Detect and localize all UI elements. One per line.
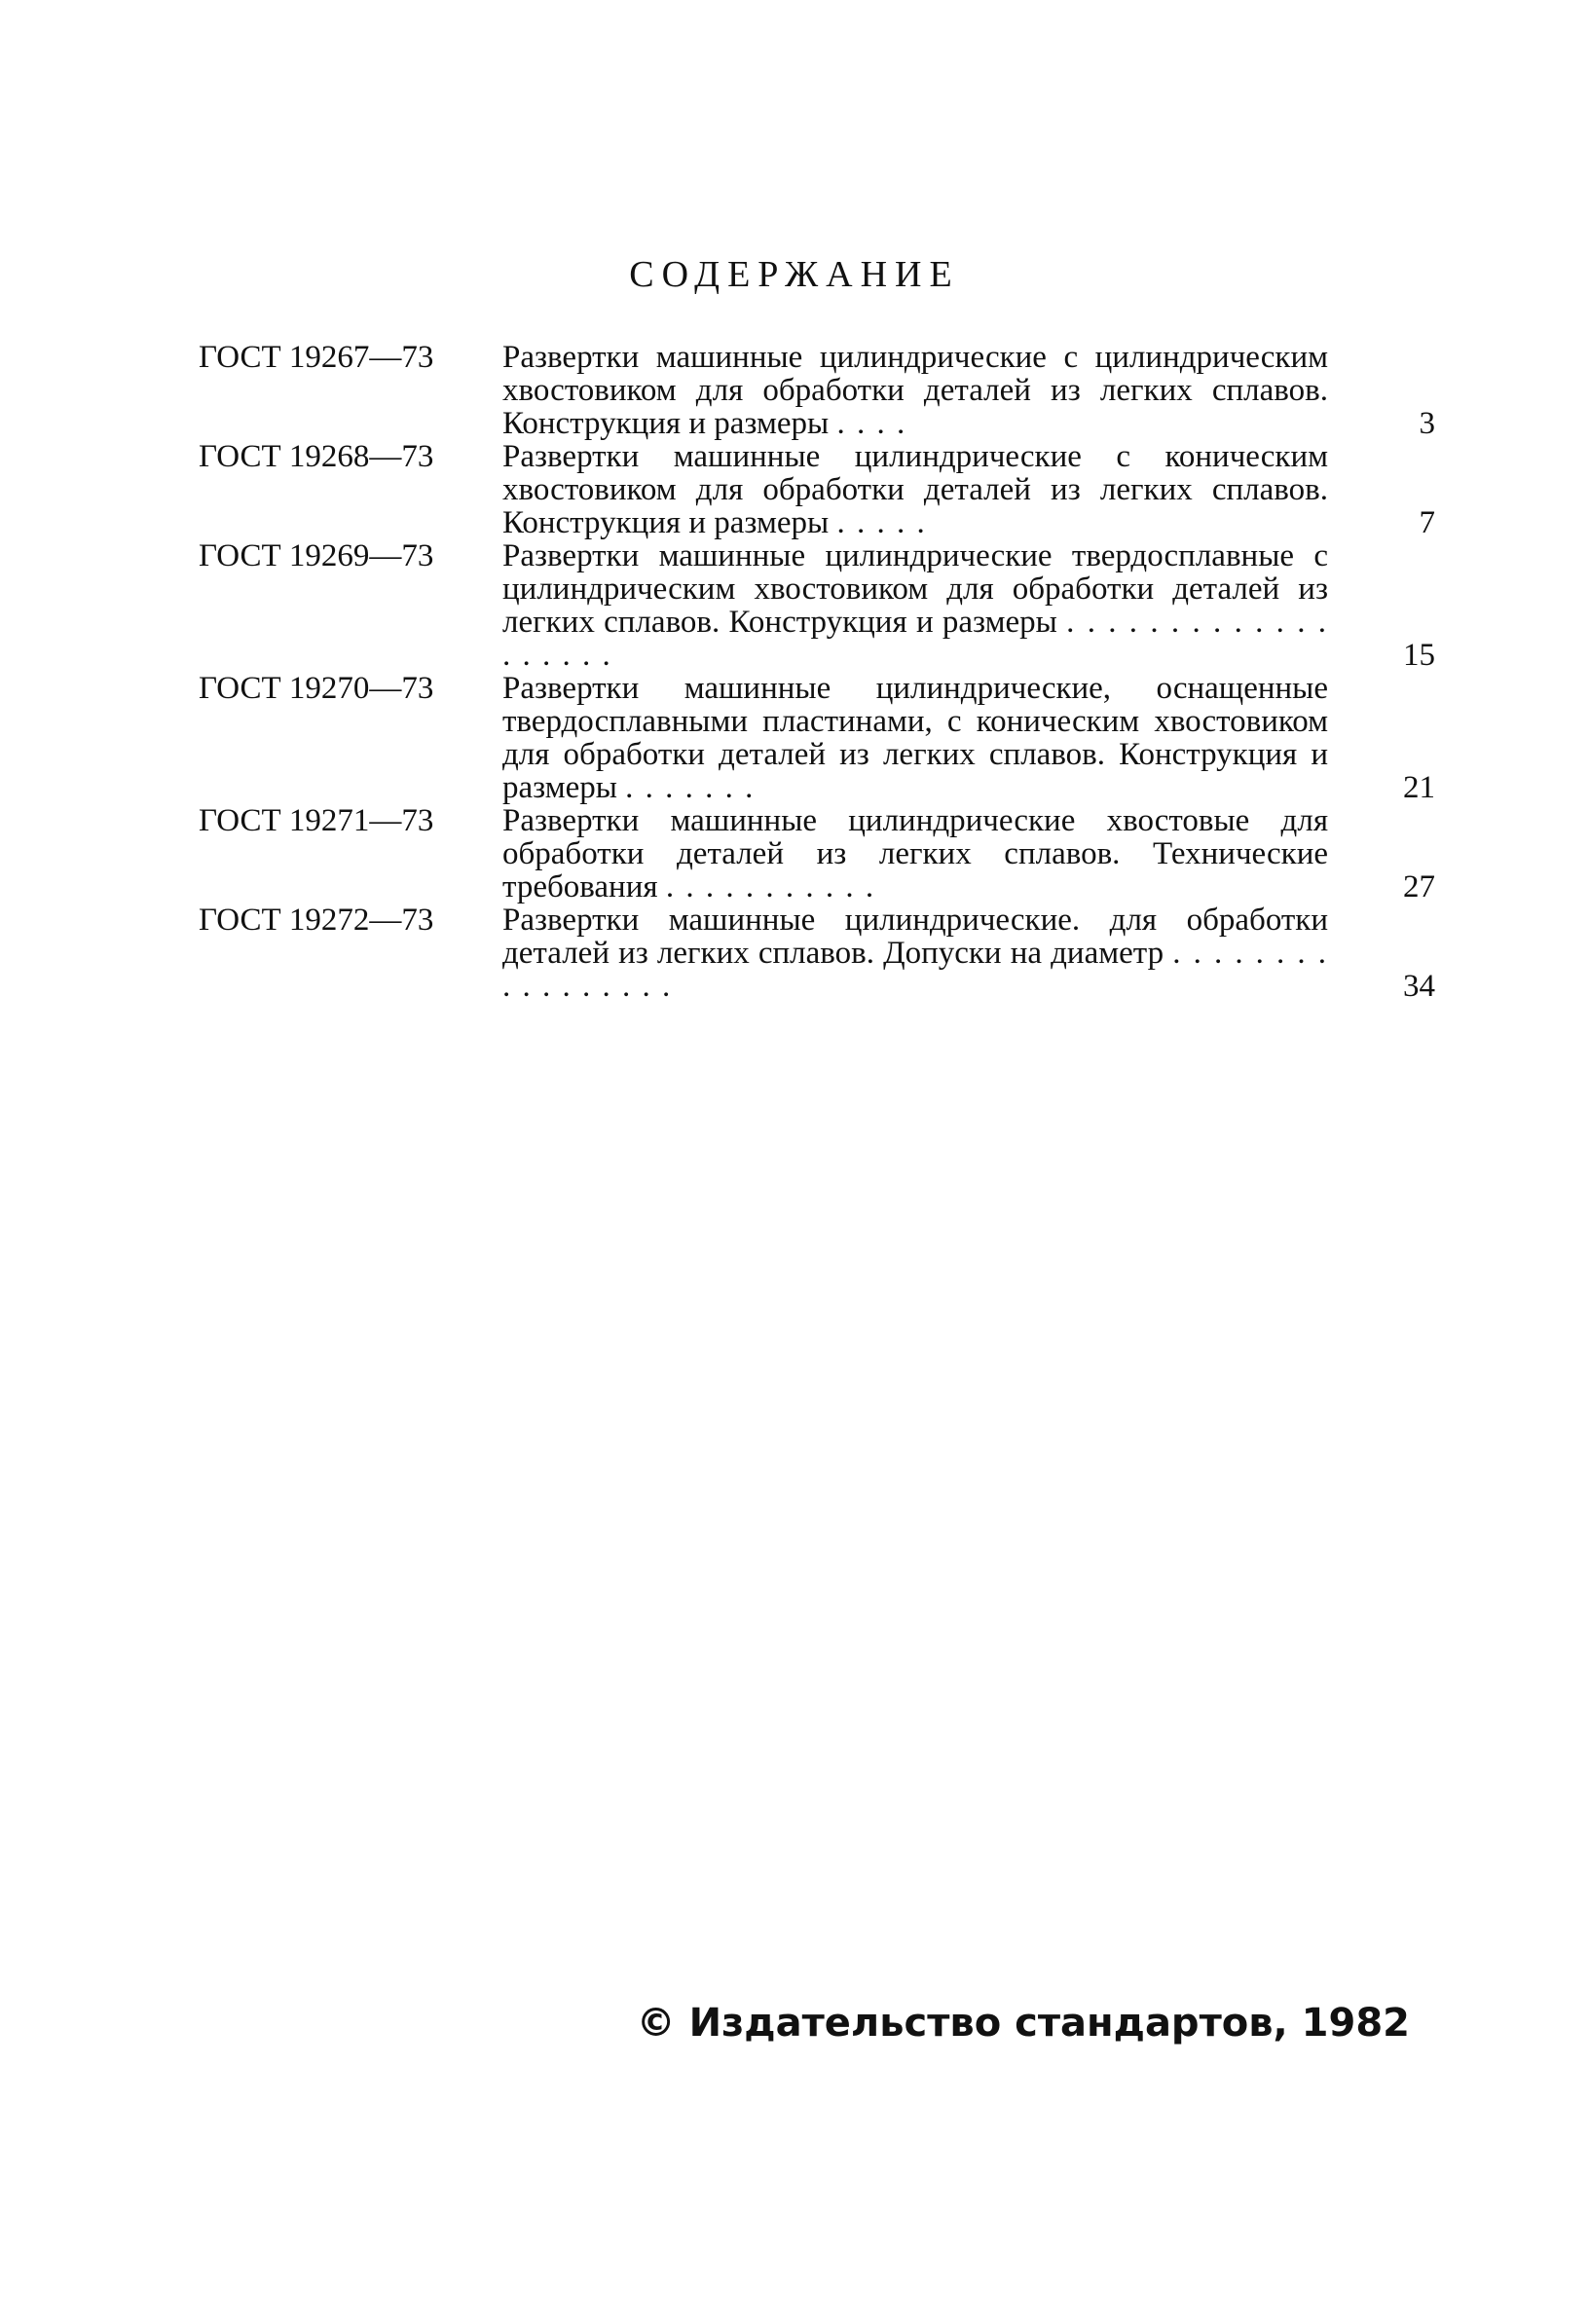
toc-entry-leader: . . . . . . . xyxy=(625,770,756,805)
toc-entry-title-text: Развертки машинные цилиндрические, оснащенные твердосплавными пластинами, с коническим хвостовиком для обработки деталей из легких сплавов. Конструкция и размеры xyxy=(502,671,1328,805)
toc-entry-leader: . . . . . . . . . . . xyxy=(665,869,876,904)
toc-entry-title xyxy=(502,804,1328,904)
toc-entry-title-text: Развертки машинные цилиндрические. для обработки деталей из легких сплавов. Допуски на диаметр xyxy=(502,903,1328,971)
toc-entry-title xyxy=(502,539,1328,672)
toc-entry xyxy=(199,804,1435,904)
toc-entry xyxy=(199,539,1435,672)
toc-entry-title xyxy=(502,904,1328,1003)
toc-entry-page: 15 xyxy=(1403,638,1435,673)
toc-entry-title xyxy=(502,672,1328,804)
toc-entry-leader: . . . . . . . . . . . . . . . . . xyxy=(502,936,1329,1004)
toc-entry xyxy=(199,440,1435,539)
toc-entry-leader: . . . . . . . . . . . . . . . . . . . xyxy=(502,605,1329,673)
toc-entry-page: 27 xyxy=(1403,869,1435,904)
toc-entry-leader: . . . . xyxy=(836,406,907,441)
page-title: СОДЕРЖАНИЕ xyxy=(629,254,960,295)
toc-entry xyxy=(199,904,1435,1003)
toc-entry-leader: . . . . . xyxy=(836,505,927,540)
toc-entry-code: ГОСТ 19267—73 xyxy=(199,340,434,375)
toc-entry-page: 21 xyxy=(1403,770,1435,805)
toc-entry xyxy=(199,341,1435,440)
toc-entry-code: ГОСТ 19271—73 xyxy=(199,803,434,838)
toc-entry-title xyxy=(502,341,1328,440)
toc-entry-title-text: Развертки машинные цилиндрические с коническим хвостовиком для обработки деталей из легких сплавов. Конструкция и размеры xyxy=(502,439,1328,540)
copyright-notice: © Издательство стандартов, 1982 xyxy=(636,2001,1410,2046)
toc-entry-title-text: Развертки машинные цилиндрические хвостовые для обработки деталей из легких сплавов. Технические требования xyxy=(502,803,1328,904)
toc-entry-code: ГОСТ 19268—73 xyxy=(199,439,434,474)
toc-entry-page: 34 xyxy=(1403,969,1435,1004)
toc-entry-page: 3 xyxy=(1419,406,1435,441)
table-of-contents xyxy=(199,341,1435,1003)
toc-entry-title-text: Развертки машинные цилиндрические с цилиндрическим хвостовиком для обработки деталей из легких сплавов. Конструкция и размеры xyxy=(502,340,1328,441)
toc-entry-code: ГОСТ 19269—73 xyxy=(199,538,434,573)
toc-entry-title xyxy=(502,440,1328,539)
toc-entry-page: 7 xyxy=(1419,505,1435,540)
toc-entry-code: ГОСТ 19272—73 xyxy=(199,903,434,938)
toc-entry xyxy=(199,672,1435,804)
toc-entry-title-text: Развертки машинные цилиндрические твердосплавные с цилиндрическим хвостовиком для обработки деталей из легких сплавов. Конструкция и размеры xyxy=(502,538,1328,640)
toc-entry-code: ГОСТ 19270—73 xyxy=(199,671,434,706)
